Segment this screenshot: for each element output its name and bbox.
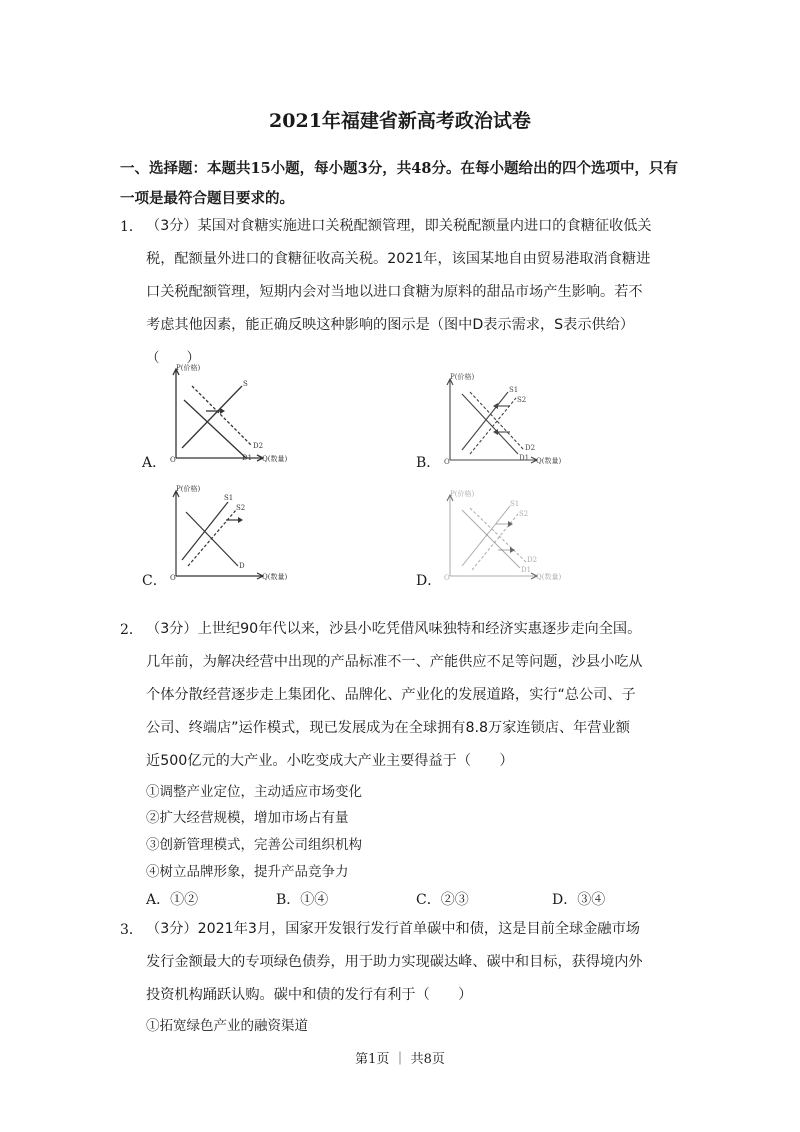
question-1-number: 1． (120, 219, 143, 235)
question-2-item: ④树立品牌形象，提升产品竞争力 (146, 864, 349, 880)
question-2-option-d: D．③④ (552, 892, 606, 908)
question-3-item: ①拓宽绿色产业的融资渠道 (146, 1018, 308, 1034)
graph-b-s1-label: S1 (509, 386, 519, 394)
question-2-item: ①调整产业定位，主动适应市场变化 (146, 784, 362, 800)
section-heading-line-1: 一、选择题：本题共15小题，每小题3分，共48分。在每小题给出的四个选项中，只有 (120, 160, 678, 177)
question-3-line: 发行金额最大的专项绿色债券，用于助力实现碳达峰、碳中和目标，获得境内外 (146, 954, 643, 970)
graph-d-d1-label: D1 (521, 566, 532, 574)
question-2-line: 几年前，为解决经营中出现的产品标准不一、产能供应不足等问题，沙县小吃从 (146, 654, 643, 670)
option-d-label: D． (416, 573, 442, 589)
page-title: 2021年福建省新高考政治试卷 (269, 110, 531, 132)
graph-c-s1-label: S1 (224, 494, 234, 502)
question-2-line: 个体分散经营逐步走上集团化、品牌化、产业化的发展道路，实行“总公司、子 (146, 687, 636, 703)
question-3-line: 投资机构踊跃认购。碳中和债的发行有利于（ ） (146, 987, 473, 1003)
graph-c-y-axis-label: P(价格) (176, 485, 201, 493)
question-1-line: 考虑其他因素，能正确反映这种影响的图示是（图中D表示需求，S表示供给） (146, 317, 635, 333)
question-1-blank: （ ） (146, 350, 200, 366)
graph-c-x-axis-label: Q(数量) (262, 573, 288, 581)
graph-a-s-label: S (243, 380, 248, 388)
question-2-item: ②扩大经营规模，增加市场占有量 (146, 810, 349, 826)
graph-b-x-axis-label: Q(数量) (536, 457, 562, 465)
question-3-line: （3分）2021年3月，国家开发银行发行首单碳中和债，这是目前全球金融市场 (146, 921, 640, 937)
question-3-number: 3． (120, 922, 143, 938)
graph-a-y-axis-label: P(价格) (176, 364, 201, 372)
question-2-number: 2． (120, 622, 143, 638)
question-1-line: 口关税配额管理，短期内会对当地以进口食糖为原料的甜品市场产生影响。若不 (146, 284, 643, 300)
graph-b-origin: O (444, 458, 450, 466)
option-c-label: C． (142, 573, 167, 589)
section-heading-line-2: 一项是最符合题目要求的。 (120, 190, 294, 207)
graph-b-s2-label: S2 (517, 396, 527, 404)
graph-d-d2-label: D2 (527, 556, 538, 564)
graph-b-y-axis-label: P(价格) (450, 373, 475, 381)
page-footer: 第1页 ｜ 共8页 (355, 1052, 445, 1067)
graph-d-s1-label: S1 (510, 500, 520, 508)
graph-c-origin: O (170, 574, 176, 582)
question-2-option-a: A．①② (146, 892, 199, 908)
graph-d-s2-label: S2 (519, 510, 529, 518)
graph-c-s2-label: S2 (236, 504, 246, 512)
graph-a-d1-label: D1 (242, 454, 253, 462)
question-2-line: 公司、终端店”运作模式，现已发展成为在全球拥有8.8万家连锁店、年营业额 (146, 720, 630, 736)
graph-d-y-axis-label: P(价格) (450, 490, 475, 498)
graph-c (162, 482, 302, 586)
graph-a-d2-label: D2 (253, 442, 264, 450)
question-2-option-c: C．②③ (416, 892, 469, 908)
option-b-label: B． (416, 455, 441, 471)
question-2-option-b: B．①④ (276, 892, 329, 908)
graph-c-d-label: D (239, 562, 245, 570)
graph-b (436, 370, 576, 470)
graph-d (436, 488, 576, 588)
option-a-label: A． (142, 455, 167, 471)
question-2-line: （3分）上世纪90年代以来，沙县小吃凭借风味独特和经济实惠逐步走向全国。 (146, 621, 642, 637)
graph-b-d1-label: D1 (519, 454, 530, 462)
graph-d-origin: O (444, 574, 450, 582)
graph-a-origin: O (170, 456, 176, 464)
question-2-item: ③创新管理模式，完善公司组织机构 (146, 837, 362, 853)
question-1-line: 税，配额量外进口的食糖征收高关税。2021年，该国某地自由贸易港取消食糖进 (146, 251, 651, 267)
graph-a-x-axis-label: Q(数量) (262, 455, 288, 463)
question-1-line: （3分）某国对食糖实施进口关税配额管理，即关税配额量内进口的食糖征收低关 (146, 218, 652, 234)
graph-b-d2-label: D2 (525, 444, 536, 452)
graph-a (162, 362, 302, 468)
question-2-line: 近500亿元的大产业。小吃变成大产业主要得益于（ ） (146, 753, 514, 769)
graph-d-x-axis-label: Q(数量) (536, 573, 562, 581)
